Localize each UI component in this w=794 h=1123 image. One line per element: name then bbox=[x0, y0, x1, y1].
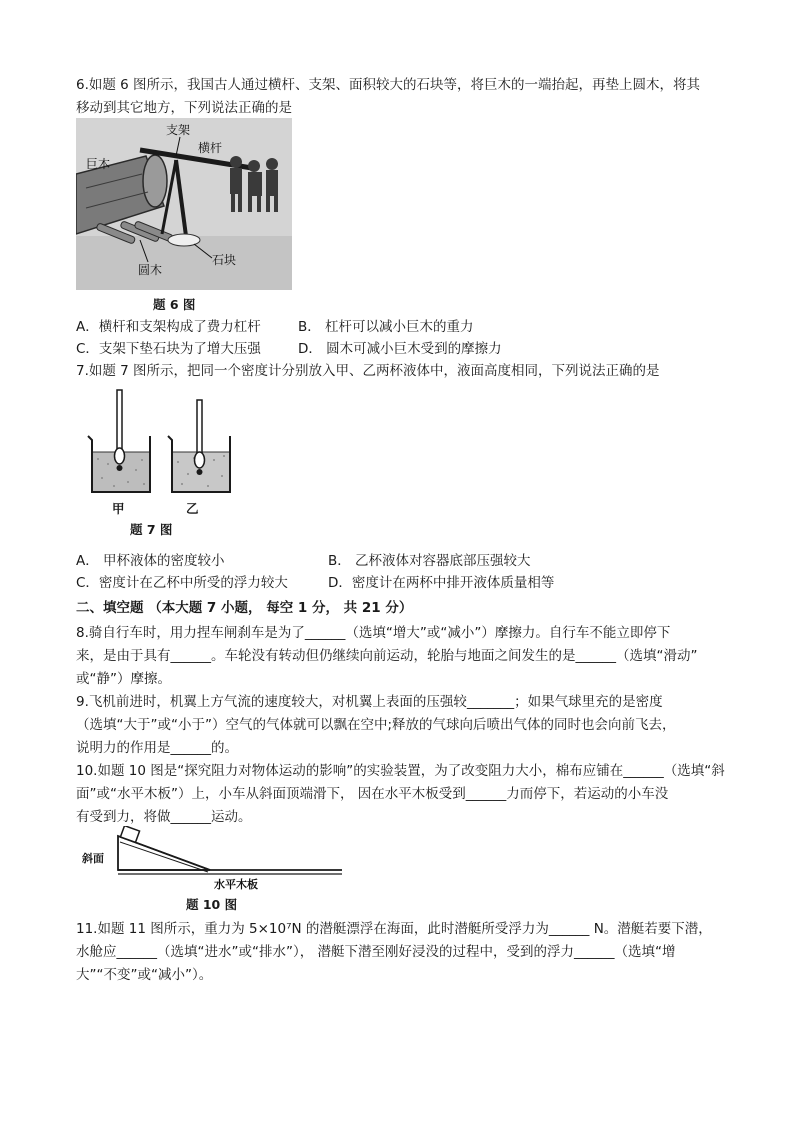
q8-line1: 8.骑自行车时，用力捏车闸刹车是为了______（选填“增大”或“减小”）摩擦力。自行车不能立即停下 bbox=[76, 625, 671, 641]
label-muban: 水平木板 bbox=[214, 878, 258, 891]
label-shikuai: 石块 bbox=[212, 253, 237, 267]
q9-line2: （选填“大于”或“小于”）空气的气体就可以飘在空中;释放的气球向后喷出气体的同时也会向前飞去， bbox=[76, 717, 676, 733]
q7-option-c: C．密度计在乙杯中所受的浮力较大 bbox=[76, 575, 288, 591]
q9-line3: 说明力的作用是______的。 bbox=[76, 740, 238, 756]
q7-caption: 题 7 图 bbox=[130, 522, 173, 537]
q10-line2: 面”或“水平木板”）上，小车从斜面顶端滑下， 因在水平木板受到______力而停下，若运动的小车没 bbox=[76, 786, 669, 802]
label-zhijia: 支架 bbox=[166, 123, 191, 137]
q10-caption: 题 10 图 bbox=[186, 897, 238, 912]
q6-caption: 题 6 图 bbox=[153, 297, 196, 312]
q6-option-c: C．支架下垫石块为了增大压强 bbox=[76, 341, 261, 357]
q6-option-d: D． 圆木可减小巨木受到的摩擦力 bbox=[298, 341, 502, 357]
q11-line3: 大”“不变”或“减小”）。 bbox=[76, 967, 213, 983]
q11-line1: 11.如题 11 图所示，重力为 5×10⁷N 的潜艇漂浮在海面，此时潜艇所受浮力为______ N。潜艇若要下潜， bbox=[76, 921, 712, 937]
q7-stem: 7.如题 7 图所示，把同一个密度计分别放入甲、乙两杯液体中，液面高度相同，下列说法正确的是 bbox=[76, 363, 660, 379]
cart-drawing bbox=[120, 826, 139, 842]
board-drawing bbox=[118, 870, 342, 874]
q7-option-a: A． 甲杯液体的密度较小 bbox=[76, 553, 225, 569]
label-yuanmu: 圆木 bbox=[138, 263, 163, 277]
section2-title: 二、填空题 （本大题 7 小题， 每空 1 分， 共 21 分） bbox=[76, 600, 413, 616]
q10-line1: 10.如题 10 图是“探究阻力对物体运动的影响”的实验装置，为了改变阻力大小，棉布应铺在______（选填“斜 bbox=[76, 763, 725, 779]
q11-line2: 水舱应______（选填“进水”或“排水”）， 潜艇下潜至刚好浸没的过程中，受到的浮力______（选填“增 bbox=[76, 944, 676, 960]
q7-option-b: B． 乙杯液体对容器底部压强较大 bbox=[328, 553, 531, 569]
q7-label-yi: 乙 bbox=[186, 501, 199, 516]
q10-line3: 有受到力，将做______运动。 bbox=[76, 809, 252, 825]
q10-figure bbox=[80, 826, 344, 892]
q6-option-a: A．横杆和支架构成了费力杠杆 bbox=[76, 319, 261, 335]
q7-figure bbox=[84, 384, 244, 496]
q8-line3: 或“静”）摩擦。 bbox=[76, 671, 171, 687]
label-jumu: 巨木 bbox=[86, 157, 111, 171]
q9-line1: 9.飞机前进时，机翼上方气流的速度较大，对机翼上表面的压强较_______；如果气球里充的是密度 bbox=[76, 694, 663, 710]
q6-stem-line1: 6.如题 6 图所示，我国古人通过横杆、支架、面积较大的石块等，将巨木的一端抬起，再垫上圆木，将其 bbox=[76, 77, 701, 93]
label-xiemian: 斜面 bbox=[82, 852, 104, 865]
q6-option-b: B． 杠杆可以减小巨木的重力 bbox=[298, 319, 474, 335]
q7-label-jia: 甲 bbox=[112, 501, 125, 516]
q6-stem-line2: 移动到其它地方，下列说法正确的是 bbox=[76, 100, 292, 116]
label-henggan: 横杆 bbox=[198, 141, 223, 155]
beaker-jia-drawing bbox=[88, 390, 150, 492]
q6-figure bbox=[76, 118, 292, 290]
q7-option-d: D．密度计在两杯中排开液体质量相等 bbox=[328, 575, 555, 591]
beaker-yi-drawing bbox=[168, 400, 230, 492]
q8-line2: 来，是由于具有______。车轮没有转动但仍继续向前运动，轮胎与地面之间发生的是______（选填“滑动” bbox=[76, 648, 698, 664]
